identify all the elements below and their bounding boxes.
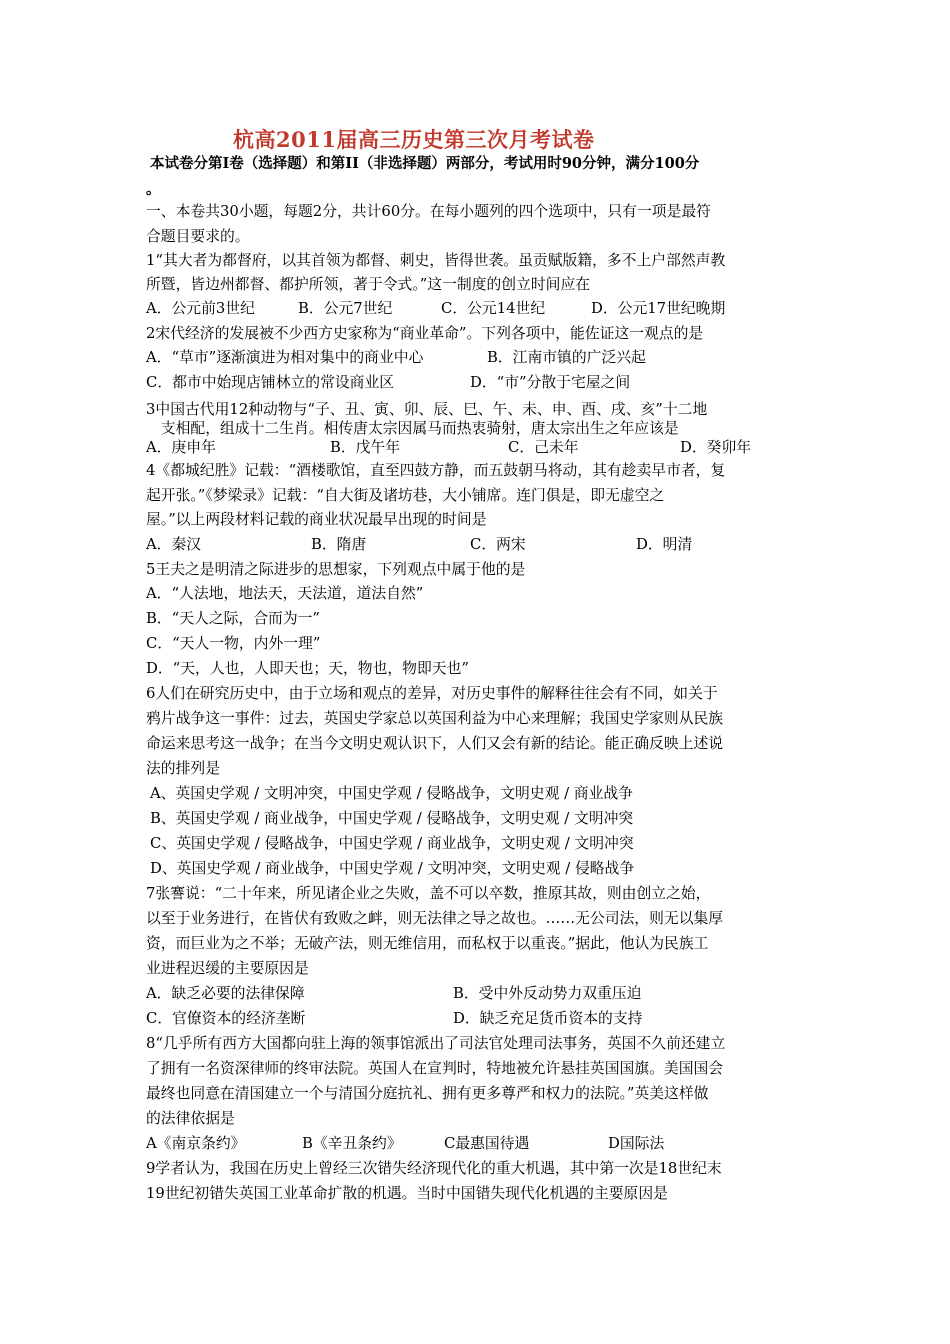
question-5-text-line1: 5王夫之是明清之际进步的思想家，下列观点中属于他的是: [146, 561, 526, 578]
question-8-text-line2: 了拥有一名资深律师的终审法院。英国人在宣判时，特地被允许悬挂英国国旗。美国国会: [146, 1060, 724, 1077]
question-6-option-b: B、英国史学观 / 商业战争，中国史学观 / 侵略战争，文明史观 / 文明冲突: [150, 810, 634, 827]
question-1-option-d: D．公元17世纪晚期: [591, 300, 726, 317]
question-7-option-d: D．缺乏充足货币资本的支持: [453, 1010, 643, 1027]
question-4-option-b: B．隋唐: [311, 536, 367, 553]
question-3-option-a: A．庚申年: [146, 439, 216, 456]
question-7-option-b: B．受中外反动势力双重压迫: [453, 985, 642, 1002]
question-6-text-line2: 鸦片战争这一事件：过去，英国史学家总以英国利益为中心来理解；我国史学家则从民族: [146, 710, 724, 727]
exam-title: 杭高2011届高三历史第三次月考试卷: [233, 127, 595, 152]
question-1-text-line1: 1“其大者为都督府，以其首领为都督、刺史，皆得世袭。虽贡赋版籍，多不上户部然声教: [146, 252, 726, 269]
question-8-text-line1: 8“几乎所有西方大国都向驻上海的领事馆派出了司法官处理司法事务，英国不久前还建立: [146, 1035, 726, 1052]
question-7-text-line2: 以至于业务进行，在皆伏有致败之衅，则无法律之导之故也。……无公司法，则无以集厚: [146, 910, 724, 927]
question-2-option-a: A．“草市”逐渐演进为相对集中的商业中心: [146, 349, 424, 366]
question-1-option-b: B．公元7世纪: [298, 300, 393, 317]
question-6-option-c: C、英国史学观 / 侵略战争，中国史学观 / 商业战争，文明史观 / 文明冲突: [150, 835, 634, 852]
question-7-text-line3: 资，而巨业为之不举；无破产法，则无维信用，而私权于以重丧。”据此，他认为民族工: [146, 935, 709, 952]
question-2-option-b: B．江南市镇的广泛兴起: [487, 349, 646, 366]
question-5-option-a: A．“人法地，地法天，天法道，道法自然”: [146, 585, 424, 602]
question-1-text-line2: 所暨，皆边州都督、都护所领，著于令式。”这一制度的创立时间应在: [146, 276, 591, 293]
question-6-text-line4: 法的排列是: [146, 760, 220, 777]
question-4-text-line3: 屋。”以上两段材料记载的商业状况最早出现的时间是: [146, 511, 487, 528]
question-8-option-d: D国际法: [608, 1135, 665, 1152]
question-8-text-line4: 的法律依据是: [146, 1110, 235, 1127]
question-5-option-d: D．“天，人也，人即天也；天，物也，物即天也”: [146, 660, 469, 677]
question-4-option-d: D．明清: [636, 536, 693, 553]
question-9-text-line1: 9学者认为，我国在历史上曾经三次错失经济现代化的重大机遇，其中第一次是18世纪末: [146, 1160, 722, 1177]
question-7-option-c: C．官僚资本的经济垄断: [146, 1010, 306, 1027]
question-4-text-line1: 4《都城纪胜》记载：“酒楼歌馆，直至四鼓方静，而五鼓朝马将动，其有趁卖早市者，复: [146, 462, 726, 479]
question-3-text-line2: 支相配，组成十二生肖。相传唐太宗因属马而热衷骑射，唐太宗出生之年应该是: [146, 420, 679, 437]
question-1-option-a: A．公元前3世纪: [146, 300, 255, 317]
question-6-option-d: D、英国史学观 / 商业战争，中国史学观 / 文明冲突，文明史观 / 侵略战争: [150, 860, 635, 877]
question-2-option-d: D．“市”分散于宅屋之间: [470, 374, 631, 391]
exam-intro-line2: 。: [146, 181, 161, 198]
question-4-option-a: A．秦汉: [146, 536, 202, 553]
exam-intro-line1: 本试卷分第I卷（选择题）和第II（非选择题）两部分，考试用时90分钟，满分100分: [150, 155, 700, 172]
question-8-option-b: B《辛丑条约》: [302, 1135, 402, 1152]
question-3-option-d: D．癸卯年: [680, 439, 752, 456]
question-5-option-c: C．“天人一物，内外一理”: [146, 635, 321, 652]
section-instructions-line1: 一、本卷共30小题，每题2分，共计60分。在每小题列的四个选项中，只有一项是最符: [146, 203, 711, 220]
question-3-option-b: B．戊午年: [330, 439, 401, 456]
question-7-text-line1: 7张謇说：“二十年来，所见诸企业之失败，盖不可以卒数，推原其故，则由创立之始，: [146, 885, 711, 902]
question-6-text-line3: 命运来思考这一战争；在当今文明史观认识下，人们又会有新的结论。能正确反映上述说: [146, 735, 724, 752]
question-8-option-a: A《南京条约》: [146, 1135, 246, 1152]
question-8-option-c: C最惠国待遇: [444, 1135, 530, 1152]
question-4-text-line2: 起开张。”《梦梁录》记载：“自大街及诸坊巷，大小铺席。连门俱是，即无虚空之: [146, 487, 665, 504]
question-4-option-c: C．两宋: [470, 536, 526, 553]
question-5-option-b: B．“天人之际，合而为一”: [146, 610, 320, 627]
question-2-text-line1: 2宋代经济的发展被不少西方史家称为“商业革命”。下列各项中，能佐证这一观点的是: [146, 325, 704, 342]
question-2-option-c: C．都市中始现店铺林立的常设商业区: [146, 374, 395, 391]
question-3-text-line1: 3中国古代用12种动物与“子、丑、寅、卯、辰、巳、午、未、申、酉、戌、亥”十二地: [146, 401, 708, 418]
question-3-option-c: C．己未年: [508, 439, 579, 456]
question-1-option-c: C．公元14世纪: [441, 300, 546, 317]
section-instructions-line2: 合题目要求的。: [146, 228, 250, 245]
question-8-text-line3: 最终也同意在清国建立一个与清国分庭抗礼、拥有更多尊严和权力的法院。”英美这样做: [146, 1085, 709, 1102]
question-7-text-line4: 业进程迟缓的主要原因是: [146, 960, 309, 977]
question-9-text-line2: 19世纪初错失英国工业革命扩散的机遇。当时中国错失现代化机遇的主要原因是: [146, 1185, 668, 1202]
question-6-option-a: A、英国史学观 / 文明冲突，中国史学观 / 侵略战争，文明史观 / 商业战争: [150, 785, 633, 802]
question-7-option-a: A．缺乏必要的法律保障: [146, 985, 305, 1002]
question-6-text-line1: 6人们在研究历史中，由于立场和观点的差异，对历史事件的解释往往会有不同，如关于: [146, 685, 718, 702]
